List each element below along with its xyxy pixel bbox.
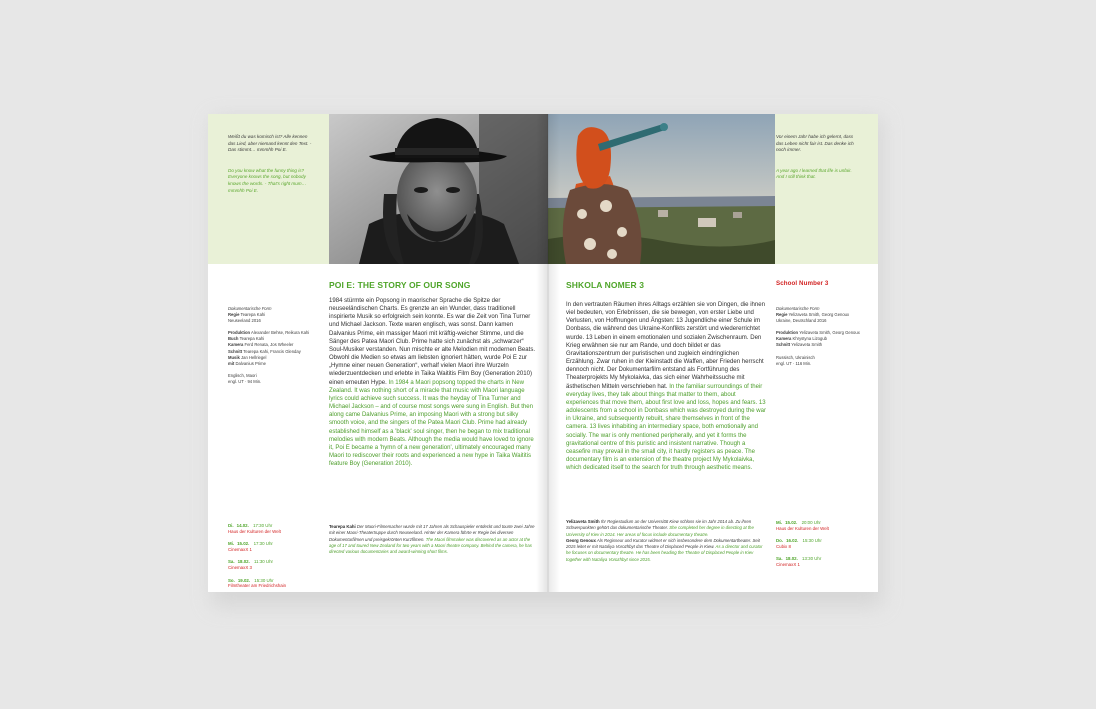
credit-produktion: Produktion Alexander Behse, Reikura Kahi [228, 330, 310, 336]
film-title: POI E: THE STORY OF OUR SONG [329, 280, 471, 290]
screening-item: Mi. 15.02. 20:00 Uhr Haus der Kulturen der Welt [776, 520, 829, 531]
screening-item: Sa. 18.02. 13:30 Uhr CinemaxX 1 [776, 556, 822, 567]
right-page [548, 114, 878, 592]
quote-german: Vor einem Jahr habe ich gelernt, dass das Leben nicht fair ist. Das denke ich noch immer. [776, 134, 854, 153]
credit-kamera: Kamera Ferd Renata, Jos Wheeler [228, 342, 294, 348]
screening-list [776, 520, 860, 575]
description-german: 1984 stürmte ein Popsong in maorischer Sprache die Spitze der neuseeländischen Charts. Es grenzte an ein Wunder, dass traditionell inspirierte Musik so erfolgreich sein konnte. Es war die Zeit von Tina Turner und Michael Jackson. Texte waren englisch, was sonst. Dann kamen Dalvanius Prime, ein massiger Maori mit kräftig-weicher Stimme, und die Sänger des Patea Maori Club. Prime hatte sich zunächst als „schwarzer“ Soul-Musiker verstanden. Nun mischte er alte Melodien mit modernen Beats. Obwohl die Medien so etwas am liebsten ignoriert hätten, wurde Poi E zur „Hymne einer neuen Generation“, verhalf vielen Maori ihre Wurzeln wiederzuentdecken und erlebte in Taika Waititis Film Boy (Generation 2010) einen erneuten Hype. [329, 298, 536, 386]
credit-kamera: Kamera Khrystyna Lizogub [776, 336, 827, 342]
film-credits [776, 306, 860, 367]
screening-item: Di. 14.02. 17:30 Uhr Haus der Kulturen der Welt [228, 523, 281, 534]
screening-item: Sa. 18.02. 11:30 Uhr CinemaxX 3 [228, 559, 274, 570]
description-english: In 1984 a Maori popsong topped the charts in New Zealand. It was nothing short of a miracle that music with Maori language lyrics could achieve such success. It was the heyday of Tina Turner and Michael Jackson – and of course most songs were sung in English. But then along came Dalvanius Prime, an imposing Maori with a strong but silky smooth voice, and the singers of the Patea Maori Club. Prime had already established himself as a 'black' soul singer, then he began to mix traditional melodies with modern Beats. Although the media would have loved to ignore it, Poi E became a 'hymn of a new generation', ultimately encouraged many Maori to rediscover their roots and experienced a new hype in Taika Waititis feature Boy (Generation 2010). [329, 379, 534, 468]
quote-german: Weißt du was komisch ist? Alle kennen das Lied, aber niemand kennt den Text. - Das stimmt… mmmhh Poi E. [228, 134, 312, 153]
screening-item: Do. 16.02. 15:30 Uhr Cubix 8 [776, 538, 822, 549]
credit-regie: Regie Yelizaveta Smith, Georg Genoux [776, 312, 850, 318]
photo-man-in-hat [329, 114, 548, 264]
credit-language: Englisch, Maori [228, 372, 257, 378]
credit-schnitt: Schnitt Yelizaveta Smith [776, 342, 823, 348]
credit-form: Dokumentarische Form [228, 306, 272, 311]
film-title-english: School Number 3 [776, 280, 829, 287]
film-credits [228, 306, 320, 385]
credit-country: Neuseeland 2016 [228, 318, 261, 324]
screening-list [228, 523, 320, 592]
credit-mit: mit Dalvanius Prime [228, 360, 266, 366]
credit-buch: Buch Tearepa Kahi [228, 336, 265, 342]
screening-item: Mi. 15.02. 17:30 Uhr CinemaxX 1 [228, 541, 273, 552]
credit-form: Dokumentarische Form [776, 306, 820, 311]
credit-subtitles: engl. UT · 94 Min. [228, 378, 262, 384]
film-title: SHKOLA NOMER 3 [566, 280, 645, 290]
credit-schnitt: Schnitt Tearepa Kahi, Francis Glenday [228, 348, 301, 354]
screening-item: So. 19.02. 15:30 Uhr Filmtheater am Friedrichshain [228, 577, 287, 589]
photo-girl-telescope [548, 114, 775, 264]
credit-country: Ukraine, Deutschland 2016 [776, 318, 827, 324]
right-quote [776, 134, 858, 181]
director-bio: Tearepa Kahi Der Maori-Filmemacher wurde mit 17 Jahren als Schauspieler entdeckt und tourte zwei Jahre mit einer Maori-Theatertruppe durch Neuseeland. Hinter der Kamera führte er Regie bei diversen Dokumentarfilmen und preisgekrönten Kurzfilmen. The Maori filmmaker was discovered as an actor at the age of 17 and toured New Zealand for two years with a Maori theatre company. Behind the camera, he has directed various documentaries and award-winning short films. [329, 524, 535, 555]
description-english: In the familiar surroundings of their everyday lives, they talk about things that matter to them, about experiences that move them, about first love and loss, hopes and fears. 13 adolescents from a school in Donbass which was destroyed during the war in Ukraine, and subsequently rebuilt, share themselves in front of the camera. 13 lives inhabiting an intermediary space, both emotionally and socially. The war is only mentioned peripherally, and yet it forms the gravitational centre of this puristic and insistent narrative. Though a ceasefire may prevail in the small city, it hardly registers as peace. The documentary film is an extension of the theatre project My Mykolaivka, which dedicated itself to the search for truth through aesthetic means. [566, 383, 766, 472]
credit-subtitles: engl. UT · 116 Min. [776, 360, 812, 366]
quote-english: A year ago I learned that life is unfair. And I still think that. [776, 167, 852, 180]
credit-musik: Musik Jan Hellriegel [228, 354, 267, 360]
description-german: In den vertrauten Räumen ihres Alltags erzählen sie von Dingen, die ihnen viel bedeuten, von Erlebnissen, die sie bewegen, von erster Liebe und Verlusten, von Hoffnungen und Ängsten: 13 Jugendliche einer Schule im Donbass, die während des Ukraine-Konflikts zerstört und wiedererrichtet wurde. 13 Leben in einem emotionalen und sozialen Zwischenraum. Den Krieg erwähnen sie nur am Rande, und doch bildet er das Gravitationszentrum der puristischen und zugleich eindringlichen Erzählung. Zwar ruhen in der Kleinstadt die Waffen, aber Frieden herrscht dennoch nicht. Der Dokumentarfilm entstand als Fortführung des Theaterprojekts My Mykolaivka, das sich einer Wahrheitssuche mit ästhetischen Mitteln verschrieben hat. [566, 302, 765, 390]
quote-english: Do you know what the funny thing is? Everyone knows the song, but nobody knows the words. - That's right mum… mmmhh Poi E. [228, 167, 307, 193]
credit-produktion: Produktion Yelizaveta Smith, Georg Genoux [776, 330, 860, 336]
film-description [566, 301, 766, 472]
director-bios: Yelizaveta Smith Ihr Regiestudium an der Universität Kiew schloss sie im Jahr 2014 ab. Zu ihren Schwerpunkten gehört das dokumentarische Theater. She completed her degree in directing at the University of Kiev in 2014. Her areas of focus include documentary theatre. Georg Genoux Als Regisseur und Kurator widmet er sich insbesondere dem Dokumentartheater. Seit 2015 leitet er mit Nataliya Vorozhbyt das Theatre of Displaced People in Kiew. As a director and curator he focuses on documentary theatre. He has been heading the Theatre of Displaced People in Kiev together with Nataliya Vorozhbyt since 2015. [566, 519, 763, 562]
credit-regie: Regie Tearepa Kahi [228, 312, 266, 318]
film-description [329, 297, 536, 468]
left-page [208, 114, 548, 592]
left-quote [228, 134, 312, 194]
credit-language: Russisch, Ukrainisch [776, 354, 815, 360]
